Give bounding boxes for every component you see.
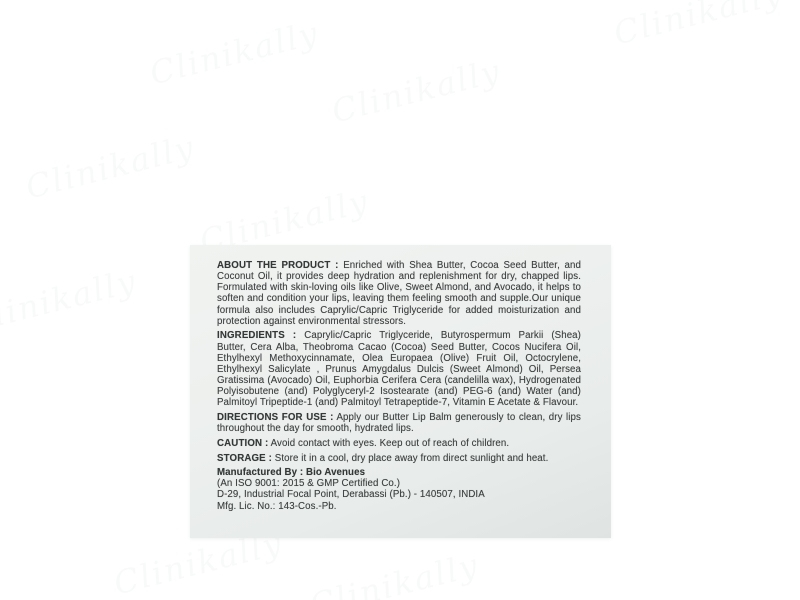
ingredients-section bbox=[217, 330, 581, 408]
caution-heading: CAUTION : bbox=[217, 437, 269, 449]
watermark-text bbox=[146, 14, 323, 93]
watermark-text bbox=[306, 546, 483, 600]
label-text-block bbox=[217, 260, 581, 530]
storage-body: Store it in a cool, dry place away from direct sunlight and heat. bbox=[274, 452, 549, 464]
caution-section bbox=[217, 438, 581, 449]
about-section bbox=[217, 260, 581, 327]
directions-heading: DIRECTIONS FOR USE : bbox=[217, 412, 334, 424]
directions-section bbox=[217, 412, 581, 434]
about-heading: ABOUT THE PRODUCT : bbox=[217, 260, 339, 271]
ingredients-body: Caprylic/Capric Triglyceride, Butyrospermum Parkii (Shea) Butter, Cera Alba, Theobroma Cacao (Cocoa) Seed Butter, Cocos Nucifera Oil, Ethylhexyl Methoxycinnamate, Olea Europaea (Olive) Fruit Oil, Octocrylene, Ethylhexyl Salicylate , Prunus Amygdalus Dulcis (Sweet Almond) Oil, Persea Gratissima (Avocado) Oil, Euphorbia Cerifera Cera (candelilla wax), Hydrogenated Polyisobutene (and) Polyglyceryl-2 Isostearate (and) PEG-6 (and) Water (and) Palmitoyl Tripeptide-1 (and) Palmitoyl Tetrapeptide-7, Vitamin E Acetate & Flavour. bbox=[217, 330, 582, 409]
watermark-text bbox=[610, 0, 787, 52]
caution-body: Avoid contact with eyes. Keep out of reach of children. bbox=[270, 437, 510, 449]
storage-heading: STORAGE : bbox=[217, 452, 272, 464]
manufacturer-heading: Manufactured By : Bio Avenues bbox=[217, 467, 366, 479]
manufacturer-certification: (An ISO 9001: 2015 & GMP Certified Co.) bbox=[217, 478, 401, 490]
ingredients-heading: INGREDIENTS : bbox=[217, 330, 297, 342]
manufacturer-license: Mfg. Lic. No.: 143-Cos.-Pb. bbox=[217, 500, 337, 512]
watermark-text bbox=[22, 128, 199, 207]
directions-body: Apply our Butter Lip Balm generously to clean, dry lips throughout the day for smooth, hydrated lips. bbox=[217, 412, 581, 435]
manufacturer-address: D-29, Industrial Focal Point, Derabassi (Pb.) - 140507, INDIA bbox=[217, 489, 485, 501]
manufacturer-section bbox=[217, 467, 581, 512]
product-label-panel bbox=[190, 245, 611, 538]
about-body: Enriched with Shea Butter, Cocoa Seed Butter, and Coconut Oil, it provides deep hydration and replenishment for dry, chapped lips. Formulated with skin-loving oils like Olive, Sweet Almond, and Avocado, it helps to soften and condition your lips, leaving them feeling smooth and supple.Our unique formula also includes Caprylic/Capric Triglyceride for added moisturization and protection against environmental stressors. bbox=[217, 260, 581, 327]
watermark-text bbox=[328, 52, 505, 131]
watermark-text bbox=[0, 262, 141, 341]
storage-section bbox=[217, 453, 581, 464]
